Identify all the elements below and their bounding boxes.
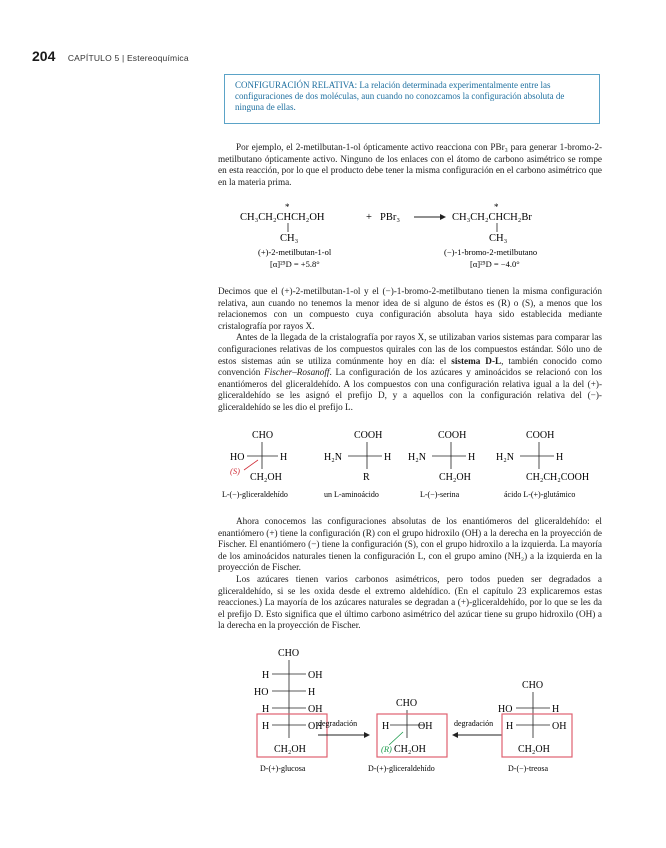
reactant-rotation: [α]²⁵D = +5.8°: [270, 259, 320, 269]
svg-text:HO: HO: [498, 704, 513, 715]
reactant-methyl: CH₃: [280, 233, 299, 244]
paragraph-2: Decimos que el (+)-2-metilbutan-1-ol y el (−)-1-bromo-2-metilbutano tienen la misma configuración relativa, aun cuando no tenemos la menor idea de si alguno de éstos es (R) o (S), a menos que los relacionemos con un compuesto cuya configuración absoluta haya sido establecida mediante cristalografía por rayos X.: [218, 286, 602, 331]
svg-text:CHO: CHO: [522, 680, 544, 691]
svg-text:CHO: CHO: [278, 648, 300, 659]
product-formula: CH₃CH₂CHCH₂Br: [452, 212, 532, 223]
svg-text:COOH: COOH: [354, 430, 383, 441]
svg-text:CH₂OH: CH₂OH: [274, 744, 306, 755]
svg-text:CHO: CHO: [252, 430, 274, 441]
svg-text:un L-aminoácido: un L-aminoácido: [324, 490, 379, 499]
svg-text:H: H: [280, 452, 288, 463]
svg-text:OH: OH: [552, 721, 567, 732]
svg-text:H: H: [552, 704, 560, 715]
svg-text:H: H: [468, 452, 476, 463]
degradation-arrow-1: [318, 719, 370, 738]
svg-text:D-(−)-treosa: D-(−)-treosa: [508, 764, 549, 773]
reactant-star: *: [285, 202, 290, 212]
svg-text:CH₂OH: CH₂OH: [250, 472, 282, 483]
svg-text:H: H: [262, 704, 270, 715]
l-serine: [408, 430, 475, 499]
reaction-scheme: [218, 198, 602, 276]
paragraph-block-2: [218, 286, 602, 414]
svg-text:H: H: [308, 687, 316, 698]
reactant-name: (+)-2-metilbutan-1-ol: [258, 247, 332, 257]
product-rotation: [α]²⁵D = −4.0°: [470, 259, 520, 269]
svg-text:OH: OH: [418, 721, 433, 732]
svg-text:OH: OH: [308, 704, 323, 715]
product-methyl: CH₃: [489, 233, 508, 244]
page-number: 204: [32, 48, 56, 64]
svg-text:H: H: [262, 670, 270, 681]
svg-text:R: R: [363, 472, 370, 483]
svg-text:CH₂OH: CH₂OH: [518, 744, 550, 755]
paragraph-block-3: [218, 516, 602, 632]
definition-text: La relación determinada experimentalmente entre las configuraciones de dos moléculas, aun cuando no conozcamos la configuración absoluta de ninguna de ellas.: [235, 80, 565, 112]
svg-text:degradación: degradación: [318, 719, 358, 728]
fischer-projections-d: [246, 640, 586, 776]
svg-text:L-(−)-serina: L-(−)-serina: [420, 490, 460, 499]
d-glucose: [254, 648, 327, 773]
svg-text:ácido L-(+)-glutámico: ácido L-(+)-glutámico: [504, 490, 576, 499]
paragraph-4: Ahora conocemos las configuraciones absolutas de los enantiómeros del gliceraldehído: el enantiómero (+) tiene la configuración (R) con el grupo hidroxilo (OH) a la derecha en la proyección de Fischer. El enantiómero (−) tiene la configuración (S), con el grupo hidroxilo a la izquierda. La mayoría de los aminoácidos naturales tienen la configuración L, con el grupo amino (NH₂) a la izquierda en la proyección de Fischer.: [218, 516, 602, 573]
product-star: *: [494, 202, 499, 212]
svg-text:H: H: [384, 452, 392, 463]
degradation-arrow-2: [452, 719, 502, 738]
svg-text:CH₂OH: CH₂OH: [394, 744, 426, 755]
svg-text:D-(+)-gliceraldehído: D-(+)-gliceraldehído: [368, 764, 435, 773]
definition-term: CONFIGURACIÓN RELATIVA:: [235, 80, 358, 90]
page-header: [32, 48, 189, 66]
svg-text:COOH: COOH: [438, 430, 467, 441]
svg-text:CH₂CH₂COOH: CH₂CH₂COOH: [526, 472, 590, 483]
svg-text:L-(−)-gliceraldehído: L-(−)-gliceraldehído: [222, 490, 288, 499]
svg-text:H: H: [382, 721, 390, 732]
product-name: (−)-1-bromo-2-metilbutano: [444, 247, 538, 257]
svg-text:OH: OH: [308, 721, 323, 732]
svg-text:degradación: degradación: [454, 719, 494, 728]
config-r: (R): [381, 744, 392, 754]
svg-text:H₂N: H₂N: [496, 452, 514, 463]
paragraph-3: Antes de la llegada de la cristalografía por rayos X, se utilizaban varios sistemas para comparar las configuraciones relativas de los compuestos quirales con las de los compuestos estándar. Sólo uno de estos sistemas aún se utiliza comúnmente hoy en día: el sistema D-L, también conocido como convención Fischer–Rosanoff. La configuración de los azúcares y aminoácidos se relacionó con los enantiómeros del gliceraldehído. A los compuestos con una configuración relativa igual a la del (+)-gliceraldehído se les asignó el prefijo D, y a aquellos con la configuración relativa del (−)-gliceraldehído se les dio el prefijo L.: [218, 332, 602, 412]
paragraph-1: Por ejemplo, el 2-metilbutan-1-ol ópticamente activo reacciona con PBr₃ para generar 1-bromo-2-metilbutano ópticamente activo. Ninguno de los enlaces con el átomo de carbono asimétrico se rompe en esta reacción, por lo que el producto debe tener la misma configuración en el carbono asimétrico que en la materia prima.: [218, 142, 602, 187]
svg-text:H: H: [262, 721, 270, 732]
svg-text:OH: OH: [308, 670, 323, 681]
plus-sign: +: [366, 212, 372, 223]
definition-box: [224, 74, 600, 124]
svg-text:D-(+)-glucosa: D-(+)-glucosa: [260, 764, 306, 773]
reactant-formula: CH₃CH₂CHCH₂OH: [240, 212, 325, 223]
svg-text:HO: HO: [254, 687, 269, 698]
paragraph-5: Los azúcares tienen varios carbonos asimétricos, pero todos pueden ser degradados a gliceraldehído, si se les oxida desde el extremo aldehídico. (En el capítulo 23 explicaremos estas reacciones.) La mayoría de los azúcares naturales se degradan a (+)-gliceraldehído, por lo que se les da el prefijo D. Esto significa que el último carbono asimétrico del azúcar tiene su grupo hidroxilo (OH) a la derecha en la proyección de Fischer.: [218, 573, 602, 631]
fischer-projections-l: [210, 424, 610, 504]
svg-text:CH₂OH: CH₂OH: [439, 472, 471, 483]
config-s: (S): [230, 466, 240, 476]
svg-text:H: H: [556, 452, 564, 463]
l-glyceraldehyde: [222, 430, 288, 499]
svg-text:COOH: COOH: [526, 430, 555, 441]
svg-text:H₂N: H₂N: [408, 452, 426, 463]
svg-text:H₂N: H₂N: [324, 452, 342, 463]
d-glyceraldehyde: [368, 698, 447, 773]
svg-text:H: H: [506, 721, 514, 732]
reagent: PBr₃: [380, 212, 401, 223]
chapter-title: CAPÍTULO 5 | Estereoquímica: [67, 53, 189, 63]
l-amino-acid: [324, 430, 391, 499]
svg-text:CHO: CHO: [396, 698, 418, 709]
d-threose: [498, 680, 572, 773]
l-glutamic-acid: [496, 430, 589, 499]
svg-text:HO: HO: [230, 452, 245, 463]
